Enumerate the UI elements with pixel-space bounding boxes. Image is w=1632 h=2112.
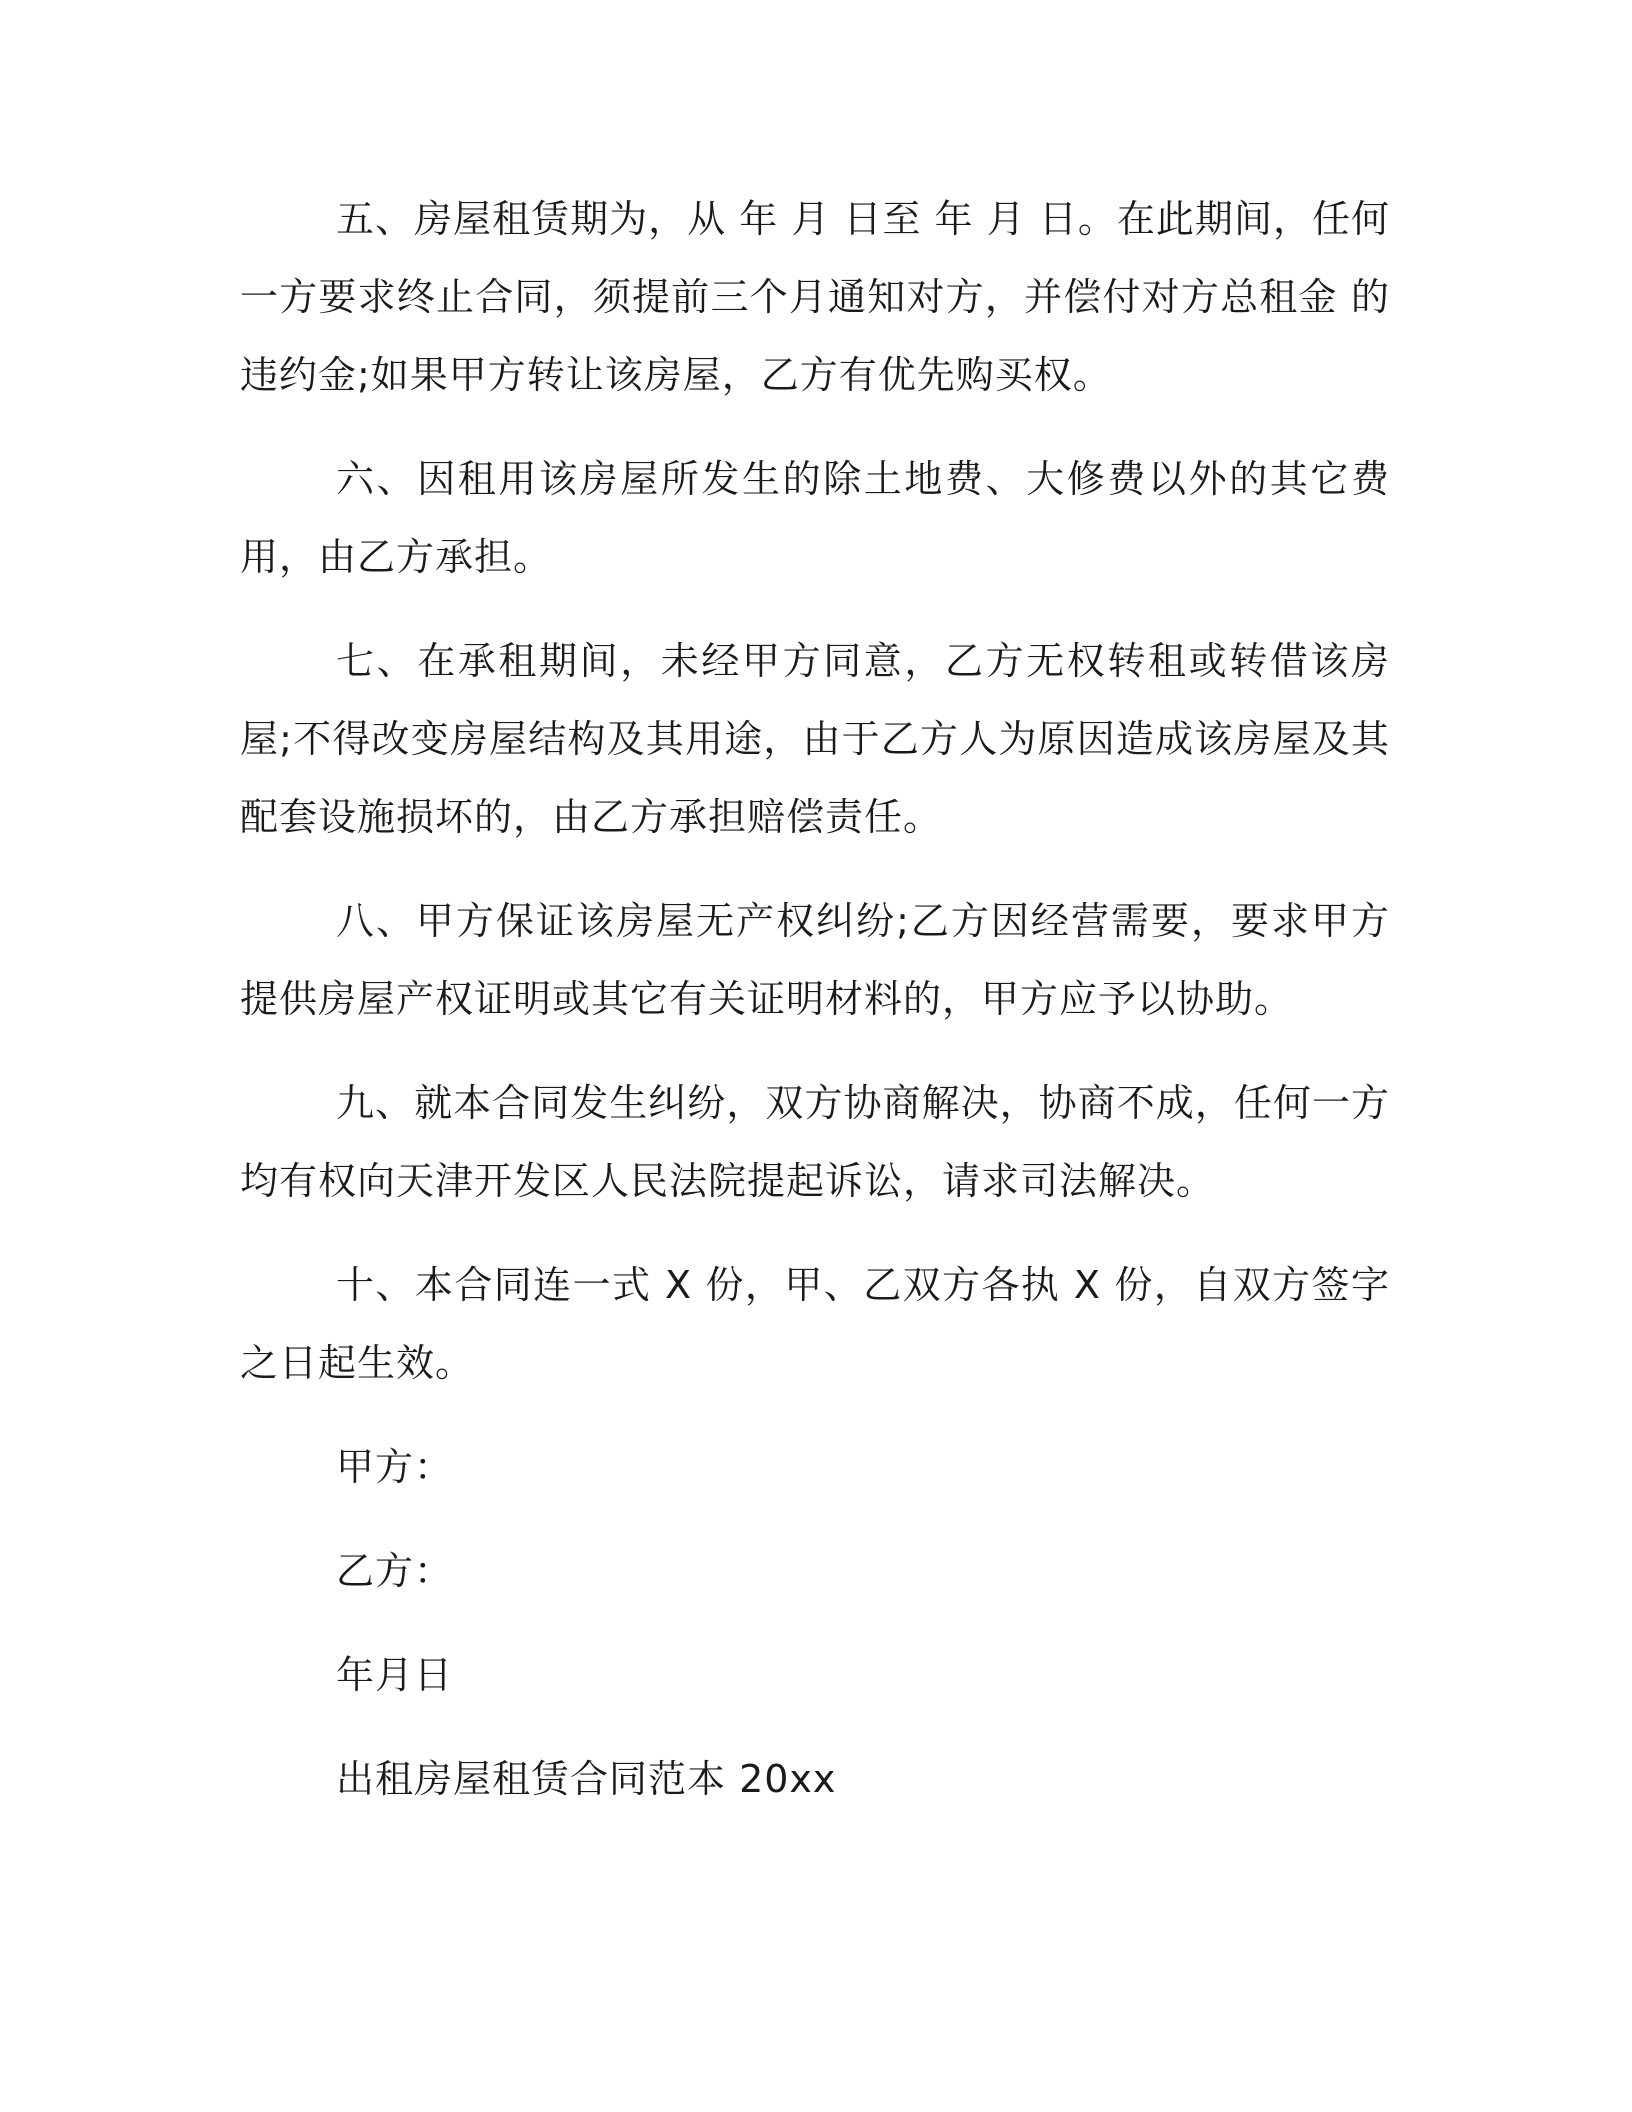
next-document-title: 出租房屋租赁合同范本 20xx: [336, 1757, 837, 1801]
clause-10: 十、本合同连一式 X 份，甲、乙双方各执 X 份，自双方签字之日起生效。: [240, 1263, 1390, 1385]
document-page: [240, 180, 1390, 1844]
clause-5: 五、房屋租赁期为，从 年 月 日至 年 月 日。在此期间，任何一方要求终止合同，须提前三个月通知对方，并偿付对方总租金 的违约金;如果甲方转让该房屋，乙方有优先购买权。: [240, 197, 1390, 397]
clause-8: 八、甲方保证该房屋无产权纠纷;乙方因经营需要，要求甲方提供房屋产权证明或其它有关证明材料的，甲方应予以协助。: [240, 899, 1390, 1021]
party-a-signature: 甲方：: [336, 1445, 454, 1489]
clause-9: 九、就本合同发生纠纷，双方协商解决，协商不成，任何一方均有权向天津开发区人民法院提起诉讼，请求司法解决。: [240, 1081, 1390, 1203]
clause-7: 七、在承租期间，未经甲方同意，乙方无权转租或转借该房屋;不得改变房屋结构及其用途，由于乙方人为原因造成该房屋及其配套设施损坏的，由乙方承担赔偿责任。: [240, 639, 1390, 839]
signature-date: 年月日: [336, 1653, 454, 1697]
party-b-signature: 乙方：: [336, 1549, 454, 1593]
clause-6: 六、因租用该房屋所发生的除土地费、大修费以外的其它费用，由乙方承担。: [240, 457, 1390, 579]
